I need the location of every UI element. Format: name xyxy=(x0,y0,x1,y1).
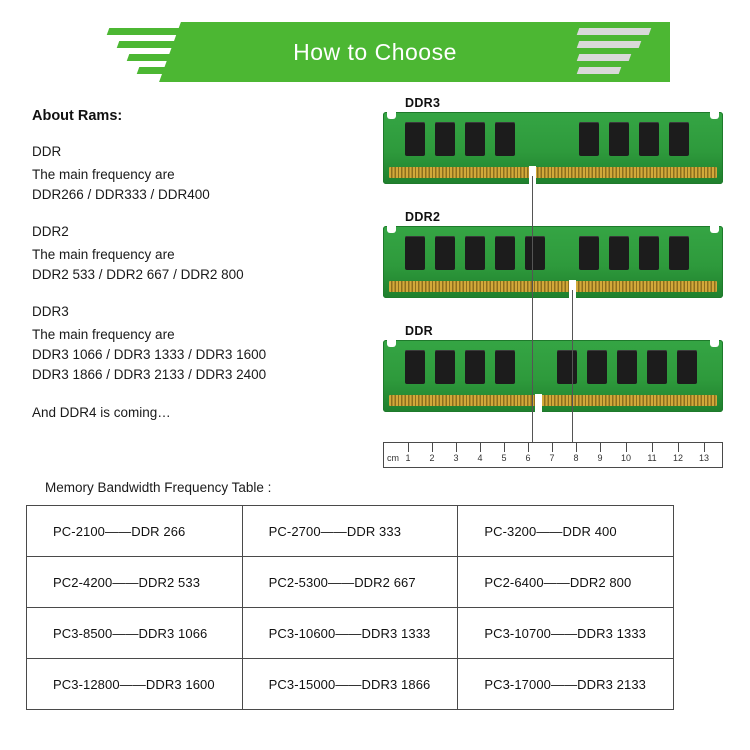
ruler-tick-label: 12 xyxy=(672,453,684,463)
ram-spec-subtitle: The main frequency are xyxy=(32,247,175,262)
ram-gold-contacts xyxy=(389,395,717,406)
ram-chip xyxy=(669,236,689,270)
ram-chip xyxy=(435,350,455,384)
table-cell: PC-2700——DDR 333 xyxy=(242,506,458,557)
about-rams-heading: About Rams: xyxy=(32,108,123,124)
table-cell: PC2-4200——DDR2 533 xyxy=(27,557,243,608)
ram-modules-diagram xyxy=(383,96,723,471)
ram-spec-freq: DDR2 533 / DDR2 667 / DDR2 800 xyxy=(32,267,244,282)
banner-stripe-right-4 xyxy=(577,67,622,74)
table-row xyxy=(27,608,674,659)
ram-notch-right-icon xyxy=(710,225,719,233)
ram-chip xyxy=(587,350,607,384)
ram-module-ddr3 xyxy=(383,112,723,184)
ruler-tick-label: 6 xyxy=(525,453,531,463)
table-cell: PC3-12800——DDR3 1600 xyxy=(27,659,243,710)
table-cell: PC-3200——DDR 400 xyxy=(458,506,674,557)
about-rams-section xyxy=(32,108,372,420)
ram-chip xyxy=(557,350,577,384)
page-title: How to Choose xyxy=(293,39,457,65)
ruler-tick-label: 10 xyxy=(620,453,632,463)
ram-chip xyxy=(639,236,659,270)
ram-spec-freq: DDR3 1866 / DDR3 2133 / DDR3 2400 xyxy=(32,367,267,382)
ram-module-label-ddr3: DDR3 xyxy=(405,96,441,110)
ram-chip xyxy=(495,122,515,156)
ram-chip-row xyxy=(383,236,723,272)
table-cell: PC3-17000——DDR3 2133 xyxy=(458,659,674,710)
ram-chip xyxy=(609,122,629,156)
ram-spec-name: DDR2 xyxy=(32,224,69,239)
ram-chip xyxy=(609,236,629,270)
banner-stripe-right-3 xyxy=(577,54,632,61)
ram-chip xyxy=(495,350,515,384)
ram-notch-left-icon xyxy=(387,339,396,347)
ram-spec-freq: DDR266 / DDR333 / DDR400 xyxy=(32,187,210,202)
ram-gold-contacts xyxy=(389,281,717,292)
banner-stripe-right-2 xyxy=(577,41,642,48)
ram-chip xyxy=(525,236,545,270)
table-cell: PC3-8500——DDR3 1066 xyxy=(27,608,243,659)
ram-chip xyxy=(647,350,667,384)
ram-module-ddr2 xyxy=(383,226,723,298)
ram-chip xyxy=(495,236,515,270)
ram-chip-row xyxy=(383,122,723,158)
ram-gold-contacts xyxy=(389,167,717,178)
table-row xyxy=(27,506,674,557)
alignment-line-ddr3 xyxy=(532,176,533,444)
table-cell: PC3-10600——DDR3 1333 xyxy=(242,608,458,659)
ram-chip xyxy=(405,122,425,156)
ram-notch-right-icon xyxy=(710,339,719,347)
ram-chip xyxy=(579,236,599,270)
ruler-tick-label: 3 xyxy=(453,453,459,463)
ram-chip xyxy=(465,122,485,156)
ram-chip xyxy=(465,236,485,270)
ddr4-coming-note: And DDR4 is coming… xyxy=(32,405,171,420)
ram-notch-left-icon xyxy=(387,225,396,233)
ruler-tick-label: 9 xyxy=(597,453,603,463)
ruler-tick-label: 2 xyxy=(429,453,435,463)
table-cell: PC3-10700——DDR3 1333 xyxy=(458,608,674,659)
ram-notch-right-icon xyxy=(710,111,719,119)
scale-ruler xyxy=(383,442,723,468)
ram-key-notch-ddr xyxy=(535,394,542,412)
ram-spec-name: DDR xyxy=(32,144,62,159)
ram-spec-block-ddr xyxy=(32,142,372,205)
ram-chip xyxy=(639,122,659,156)
page-header-banner xyxy=(0,22,750,82)
alignment-line-ddr2 xyxy=(572,290,573,444)
ruler-tick-label: 5 xyxy=(501,453,507,463)
banner-stripe-right-1 xyxy=(577,28,652,35)
table-cell: PC-2100——DDR 266 xyxy=(27,506,243,557)
ruler-tick-label: 1 xyxy=(405,453,411,463)
ram-chip xyxy=(579,122,599,156)
ram-spec-block-ddr3 xyxy=(32,302,372,385)
ram-chip xyxy=(465,350,485,384)
ram-module-ddr xyxy=(383,340,723,412)
ruler-tick-label: 11 xyxy=(647,453,657,463)
ram-chip xyxy=(669,122,689,156)
ruler-tick-label: 13 xyxy=(698,453,710,463)
table-row xyxy=(27,659,674,710)
ram-chip-row xyxy=(383,350,723,386)
ram-module-label-ddr: DDR xyxy=(405,324,433,338)
table-cell: PC2-5300——DDR2 667 xyxy=(242,557,458,608)
ruler-tick-label: 4 xyxy=(477,453,483,463)
table-cell: PC2-6400——DDR2 800 xyxy=(458,557,674,608)
ram-chip xyxy=(435,122,455,156)
ram-chip xyxy=(405,236,425,270)
ram-module-label-ddr2: DDR2 xyxy=(405,210,441,224)
ram-spec-subtitle: The main frequency are xyxy=(32,327,175,342)
ram-spec-freq: DDR3 1066 / DDR3 1333 / DDR3 1600 xyxy=(32,347,267,362)
ram-notch-left-icon xyxy=(387,111,396,119)
ram-chip xyxy=(617,350,637,384)
table-cell: PC3-15000——DDR3 1866 xyxy=(242,659,458,710)
ruler-tick-label: 8 xyxy=(573,453,579,463)
ruler-unit-label: cm xyxy=(387,453,399,463)
banner-stripe-left-1 xyxy=(107,28,182,35)
memory-bandwidth-table xyxy=(26,505,674,710)
bandwidth-table-caption: Memory Bandwidth Frequency Table : xyxy=(45,480,272,495)
ram-chip xyxy=(677,350,697,384)
ram-spec-block-ddr2 xyxy=(32,222,372,285)
ruler-tick-label: 7 xyxy=(549,453,555,463)
ram-spec-subtitle: The main frequency are xyxy=(32,167,175,182)
ram-spec-name: DDR3 xyxy=(32,304,69,319)
ram-chip xyxy=(435,236,455,270)
table-row xyxy=(27,557,674,608)
ram-chip xyxy=(405,350,425,384)
